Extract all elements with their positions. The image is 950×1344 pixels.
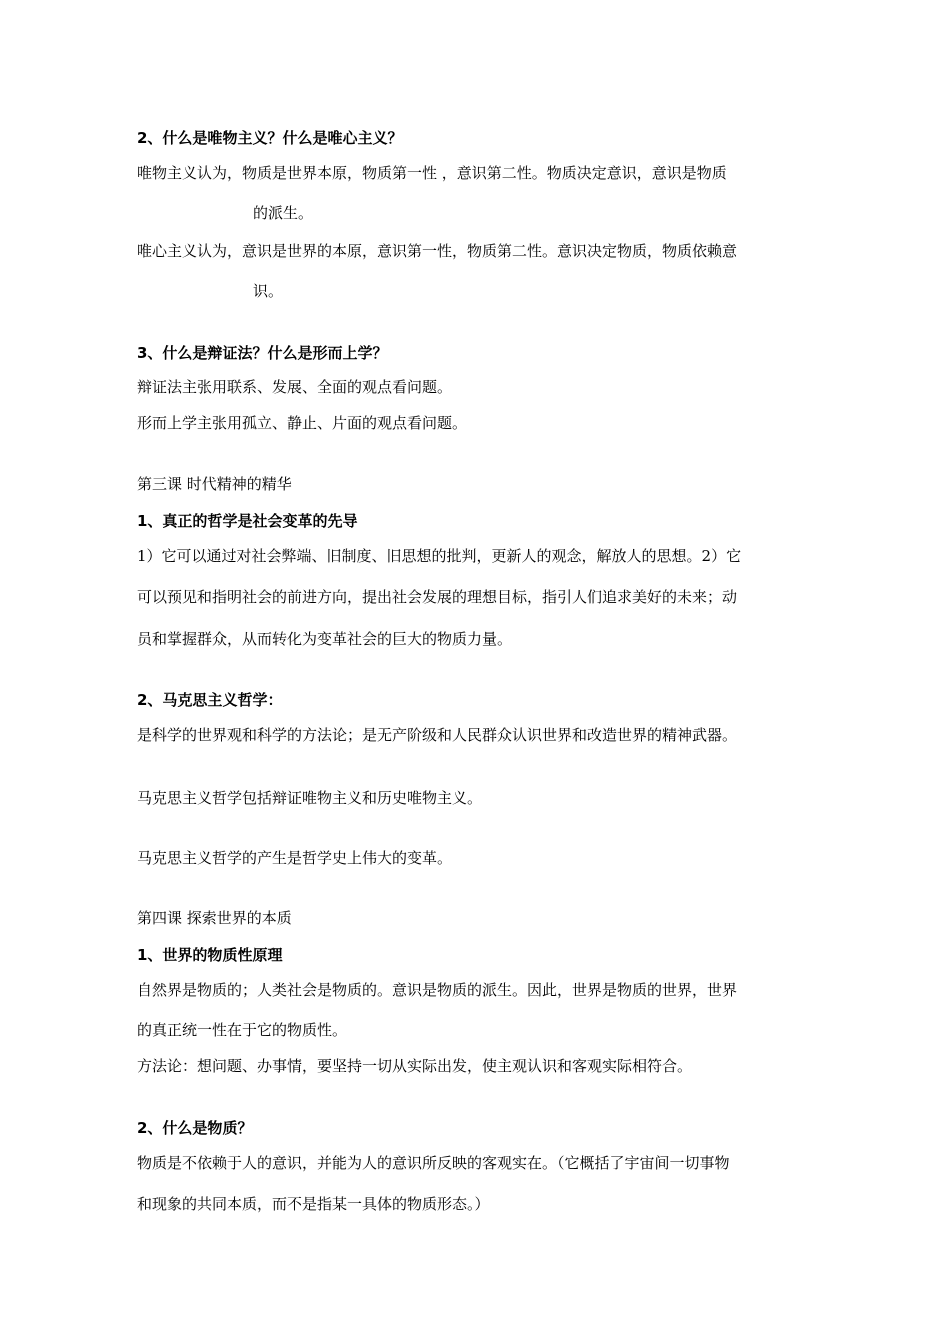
paragraph-line: 自然界是物质的；人类社会是物质的。意识是物质的派生。因此，世界是物质的世界，世界	[137, 981, 738, 999]
paragraph-line: 方法论：想问题、办事情，要坚持一切从实际出发，使主观认识和客观实际相符合。	[137, 1057, 693, 1075]
paragraph-line: 马克思主义哲学的产生是哲学史上伟大的变革。	[137, 849, 453, 867]
heading-material-principle: 1、世界的物质性原理	[137, 946, 283, 964]
paragraph-line: 员和掌握群众，从而转化为变革社会的巨大的物质力量。	[137, 630, 513, 648]
heading-materialism-idealism: 2、什么是唯物主义？什么是唯心主义？	[137, 129, 403, 147]
paragraph-line: 识。	[253, 282, 284, 300]
paragraph-line: 形而上学主张用孤立、静止、片面的观点看问题。	[137, 414, 468, 432]
heading-philosophy-pioneer: 1、真正的哲学是社会变革的先导	[137, 512, 358, 530]
heading-marxist-philosophy: 2、马克思主义哲学：	[137, 691, 283, 709]
heading-dialectics: 3、什么是辩证法？什么是形而上学？	[137, 344, 388, 362]
paragraph-line: 马克思主义哲学包括辩证唯物主义和历史唯物主义。	[137, 789, 483, 807]
paragraph-line: 和现象的共同本质，而不是指某一具体的物质形态。）	[137, 1195, 490, 1213]
paragraph-line: 是科学的世界观和科学的方法论；是无产阶级和人民群众认识世界和改造世界的精神武器。	[137, 726, 738, 744]
lesson-title: 第三课 时代精神的精华	[137, 475, 292, 493]
heading-what-is-matter: 2、什么是物质？	[137, 1119, 253, 1137]
lesson-title: 第四课 探索世界的本质	[137, 909, 292, 927]
paragraph-line: 可以预见和指明社会的前进方向，提出社会发展的理想目标，指引人们追求美好的未来；动	[137, 588, 738, 606]
paragraph-line: 的派生。	[253, 204, 314, 222]
paragraph-line: 1）它可以通过对社会弊端、旧制度、旧思想的批判，更新人的观念，解放人的思想。2）它	[137, 547, 742, 565]
paragraph-line: 唯物主义认为，物质是世界本原，物质第一性 ，意识第二性。物质决定意识，意识是物质	[137, 164, 727, 182]
paragraph-line: 唯心主义认为，意识是世界的本原，意识第一性，物质第二性。意识决定物质，物质依赖意	[137, 242, 738, 260]
paragraph-line: 辩证法主张用联系、发展、全面的观点看问题。	[137, 378, 453, 396]
paragraph-line: 的真正统一性在于它的物质性。	[137, 1021, 348, 1039]
paragraph-line: 物质是不依赖于人的意识，并能为人的意识所反映的客观实在。（它概括了宇宙间一切事物	[137, 1154, 730, 1172]
